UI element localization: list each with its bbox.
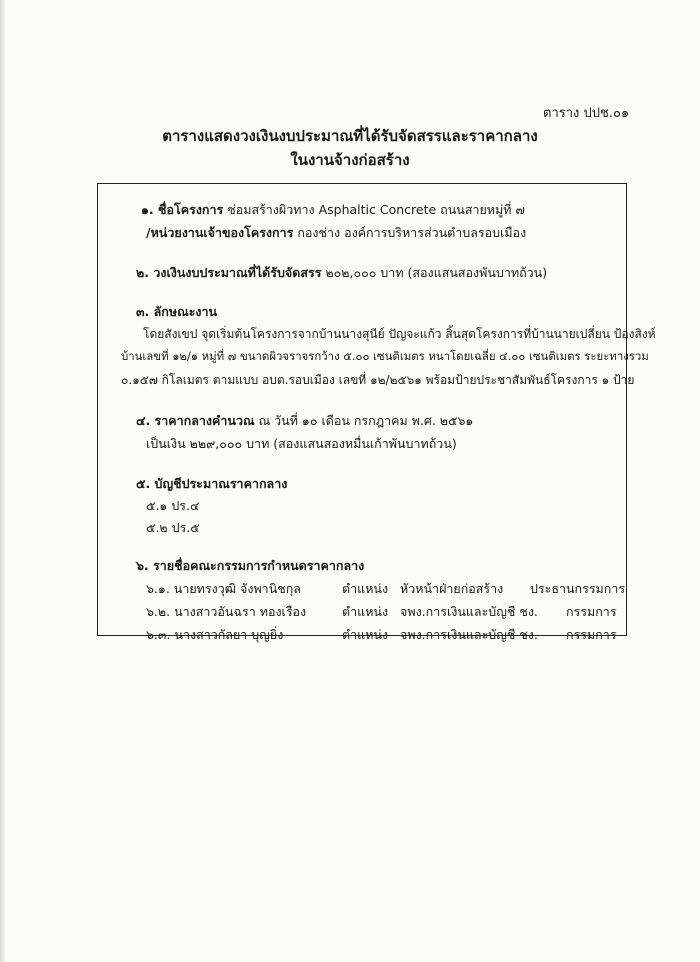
member-name: ๖.๓. นางสาวกัลยา บุญยิ่ง [146,627,284,642]
member-position: หัวหน้าฝ่ายก่อสร้าง [400,581,504,596]
section-project-name [141,200,525,220]
work-description-line-2: บ้านเลขที่ ๑๒/๑ หมู่ที่ ๗ ขนาดผิวจราจรกว้าง ๕.๐๐ เซนติเมตร หนาโดยเฉลี่ย ๔.๐๐ เซนติเมตร ระยะทางรวม [121,349,649,363]
median-price-label: ๔. ราคากลางคำนวณ [136,413,255,428]
member-name: ๖.๒. นางสาวอันฉรา ทองเรือง [146,604,307,619]
owner-unit-label: /หน่วยงานเจ้าของโครงการ [146,225,294,240]
member-role: ประธานกรรมการ [530,581,626,596]
section-owner-unit [146,223,526,243]
project-name-label: ๑. ชื่อโครงการ [141,202,224,217]
committee-member-row [146,602,616,620]
document-subtitle: ในงานจ้างก่อสร้าง [290,151,410,169]
committee-member-row [146,579,626,597]
work-description-label: ๓. ลักษณะงาน [136,304,218,319]
section-median-price [136,411,473,431]
work-description-line-1: โดยสังเขป จุดเริ่มต้นโครงการจากบ้านนางสุนีย์ ปัญจะแก้ว สิ้นสุดโครงการที่บ้านนายเปลี่ยน ป้องสิงห์ [143,327,656,341]
project-name-value: ซ่อมสร้างผิวทาง Asphaltic Concrete ถนนสายหมู่ที่ ๗ [227,202,525,217]
committee-label: ๖. รายชื่อคณะกรรมการกำหนดราคากลาง [136,558,365,573]
document-title: ตารางแสดงวงเงินงบประมาณที่ได้รับจัดสรรและราคากลาง [162,127,538,145]
median-price-amount: เป็นเงิน ๒๒๙,๐๐๐ บาท (สองแสนสองหมื่นเก้าพันบาทถ้วน) [146,436,457,451]
member-role: กรรมการ [566,604,617,619]
content-frame [97,183,656,642]
owner-unit-value: กองช่าง องค์การบริหารส่วนตำบลรอบเมือง [297,225,527,240]
budget-label: ๒. วงเงินงบประมาณที่ได้รับจัดสรร [136,265,322,280]
budget-value: ๒๐๒,๐๐๐ บาท (สองแสนสองพันบาทถ้วน) [325,265,548,280]
form-reference: ตาราง ปปช.๐๑ [543,106,630,121]
member-position-label: ตำแหน่ง [342,627,389,642]
section-budget [136,263,547,283]
member-position: จพง.การเงินและบัญชี ชง. [400,604,538,619]
work-description-line-3: ๐.๑๕๗ กิโลเมตร ตามแบบ อบต.รอบเมือง เลขที่ ๑๒/๒๕๖๑ พร้อมป้ายประชาสัมพันธ์โครงการ ๑ ป้าย [121,373,635,387]
member-position: จพง.การเงินและบัญชี ชง. [400,627,538,642]
member-role: กรรมการ [566,627,617,642]
committee-member-row [146,625,616,643]
estimate-item: ๕.๑ ปร.๔ [146,498,200,513]
estimate-list-label: ๕. บัญชีประมาณราคากลาง [136,476,288,491]
member-position-label: ตำแหน่ง [342,604,389,619]
median-price-date: ณ วันที่ ๑๐ เดือน กรกฎาคม พ.ศ. ๒๕๖๑ [258,413,474,428]
member-position-label: ตำแหน่ง [342,581,389,596]
member-name: ๖.๑. นายทรงวุฒิ จังพานิชกุล [146,581,301,596]
estimate-item: ๕.๒ ปร.๕ [146,520,200,535]
